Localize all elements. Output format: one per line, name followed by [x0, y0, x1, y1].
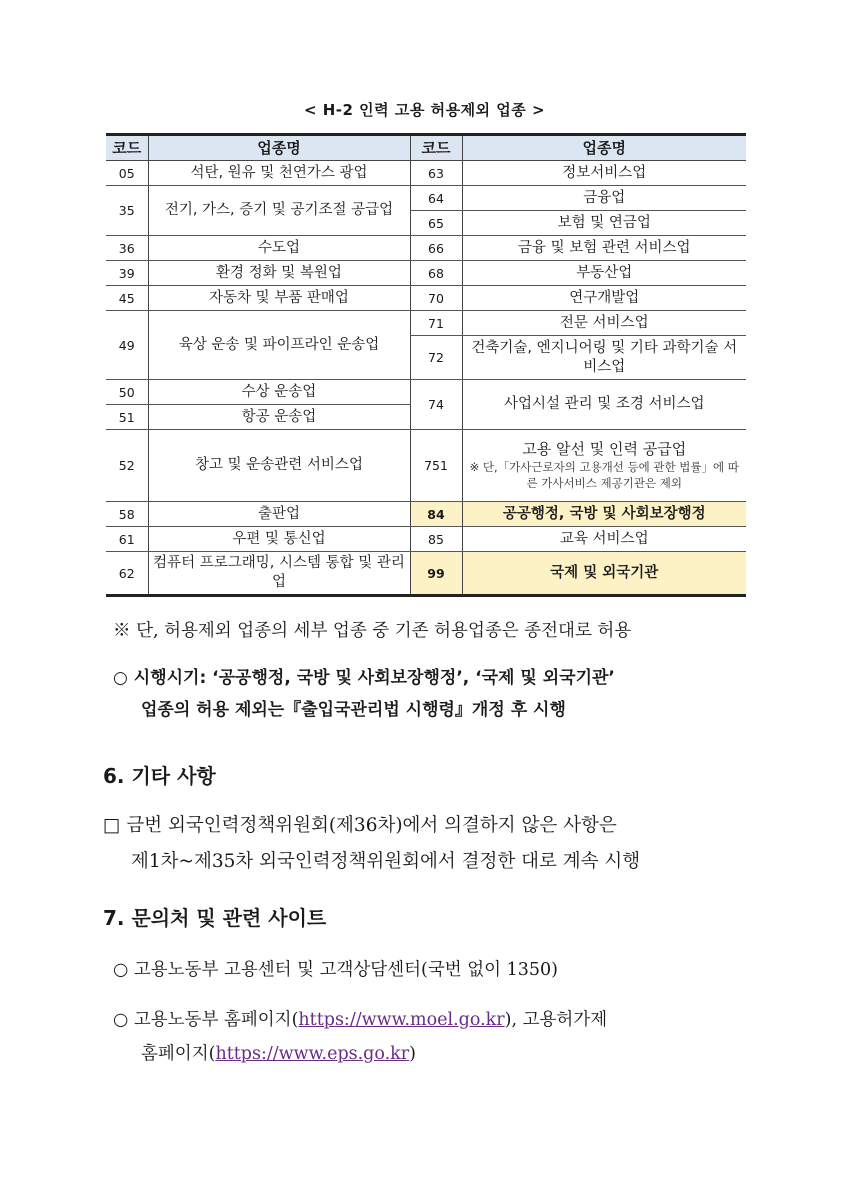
header-code: 코드: [410, 135, 462, 161]
table-row: 52 창고 및 운송관련 서비스업 751 고용 알선 및 인력 공급업 ※ 단,「가사근로자의 고용개선 등에 관한 법률」에 따른 가사서비스 제공기관은 제외: [106, 430, 746, 502]
table-row: 65 보험 및 연금업: [106, 211, 746, 236]
exception-note: ※ 단,「가사근로자의 고용개선 등에 관한 법률」에 따른 가사서비스 제공기관은 제외: [469, 460, 739, 490]
header-industry: 업종명: [462, 135, 746, 161]
timing-bullet: ○ 시행시기: ‘공공행정, 국방 및 사회보장행정’, ‘국제 및 외국기관’ 업종의 허용 제외는『출입국관리법 시행령』개정 후 시행: [113, 668, 615, 720]
table-row: 45 자동차 및 부품 판매업 70 연구개발업: [106, 286, 746, 311]
table-row: 58 출판업 84 공공행정, 국방 및 사회보장행정: [106, 502, 746, 527]
header-industry: 업종명: [148, 135, 410, 161]
section-6-item: □ 금번 외국인력정책위원회(제36차)에서 의결하지 않은 사항은 제1차~제35차 외국인력정책위원회에서 결정한 대로 계속 시행: [103, 815, 641, 872]
section-7-title: 7. 문의처 및 관련 사이트: [103, 906, 327, 930]
highlighted-code: 99: [410, 552, 462, 596]
table-row: 72 건축기술, 엔지니어링 및 기타 과학기술 서비스업: [106, 336, 746, 380]
eps-link[interactable]: https://www.eps.go.kr: [215, 1044, 410, 1064]
excluded-industries-table: [106, 133, 746, 597]
contact-item: ○ 고용노동부 고용센터 및 고객상담센터(국번 없이 1350): [113, 960, 558, 980]
circle-bullet-icon: ○: [113, 960, 129, 980]
table-row: 49 육상 운송 및 파이프라인 운송업 71 전문 서비스업: [106, 311, 746, 336]
square-bullet-icon: □: [103, 815, 121, 836]
table-row: 39 환경 정화 및 복원업 68 부동산업: [106, 261, 746, 286]
table-row: 05 석탄, 원유 및 천연가스 광업 63 정보서비스업: [106, 161, 746, 186]
circle-bullet-icon: ○: [113, 1010, 129, 1030]
circle-bullet-icon: ○: [113, 668, 128, 688]
exception-note-paragraph: ※ 단, 허용제외 업종의 세부 업종 중 기존 허용업종은 종전대로 허용: [113, 621, 632, 641]
table-caption: < H-2 인력 고용 허용제외 업종 >: [303, 101, 546, 119]
header-code: 코드: [106, 135, 148, 161]
highlighted-code: 84: [410, 502, 462, 527]
section-6-title: 6. 기타 사항: [103, 764, 216, 788]
table-row: 50 수상 운송업 74 사업시설 관리 및 조경 서비스업: [106, 380, 746, 405]
website-item: ○ 고용노동부 홈페이지(https://www.moel.go.kr), 고용허가제 홈페이지(https://www.eps.go.kr): [113, 1010, 608, 1064]
highlighted-industry: 공공행정, 국방 및 사회보장행정: [462, 502, 746, 527]
table-row: 35 전기, 가스, 증기 및 공기조절 공급업 64 금융업: [106, 186, 746, 211]
table-row: 51 항공 운송업: [106, 405, 746, 430]
table-row: 61 우편 및 통신업 85 교육 서비스업: [106, 527, 746, 552]
table-row: 36 수도업 66 금융 및 보험 관련 서비스업: [106, 236, 746, 261]
table-row: 62 컴퓨터 프로그래밍, 시스템 통합 및 관리업 99 국제 및 외국기관: [106, 552, 746, 596]
moel-link[interactable]: https://www.moel.go.kr: [298, 1010, 505, 1030]
highlighted-industry: 국제 및 외국기관: [462, 552, 746, 596]
